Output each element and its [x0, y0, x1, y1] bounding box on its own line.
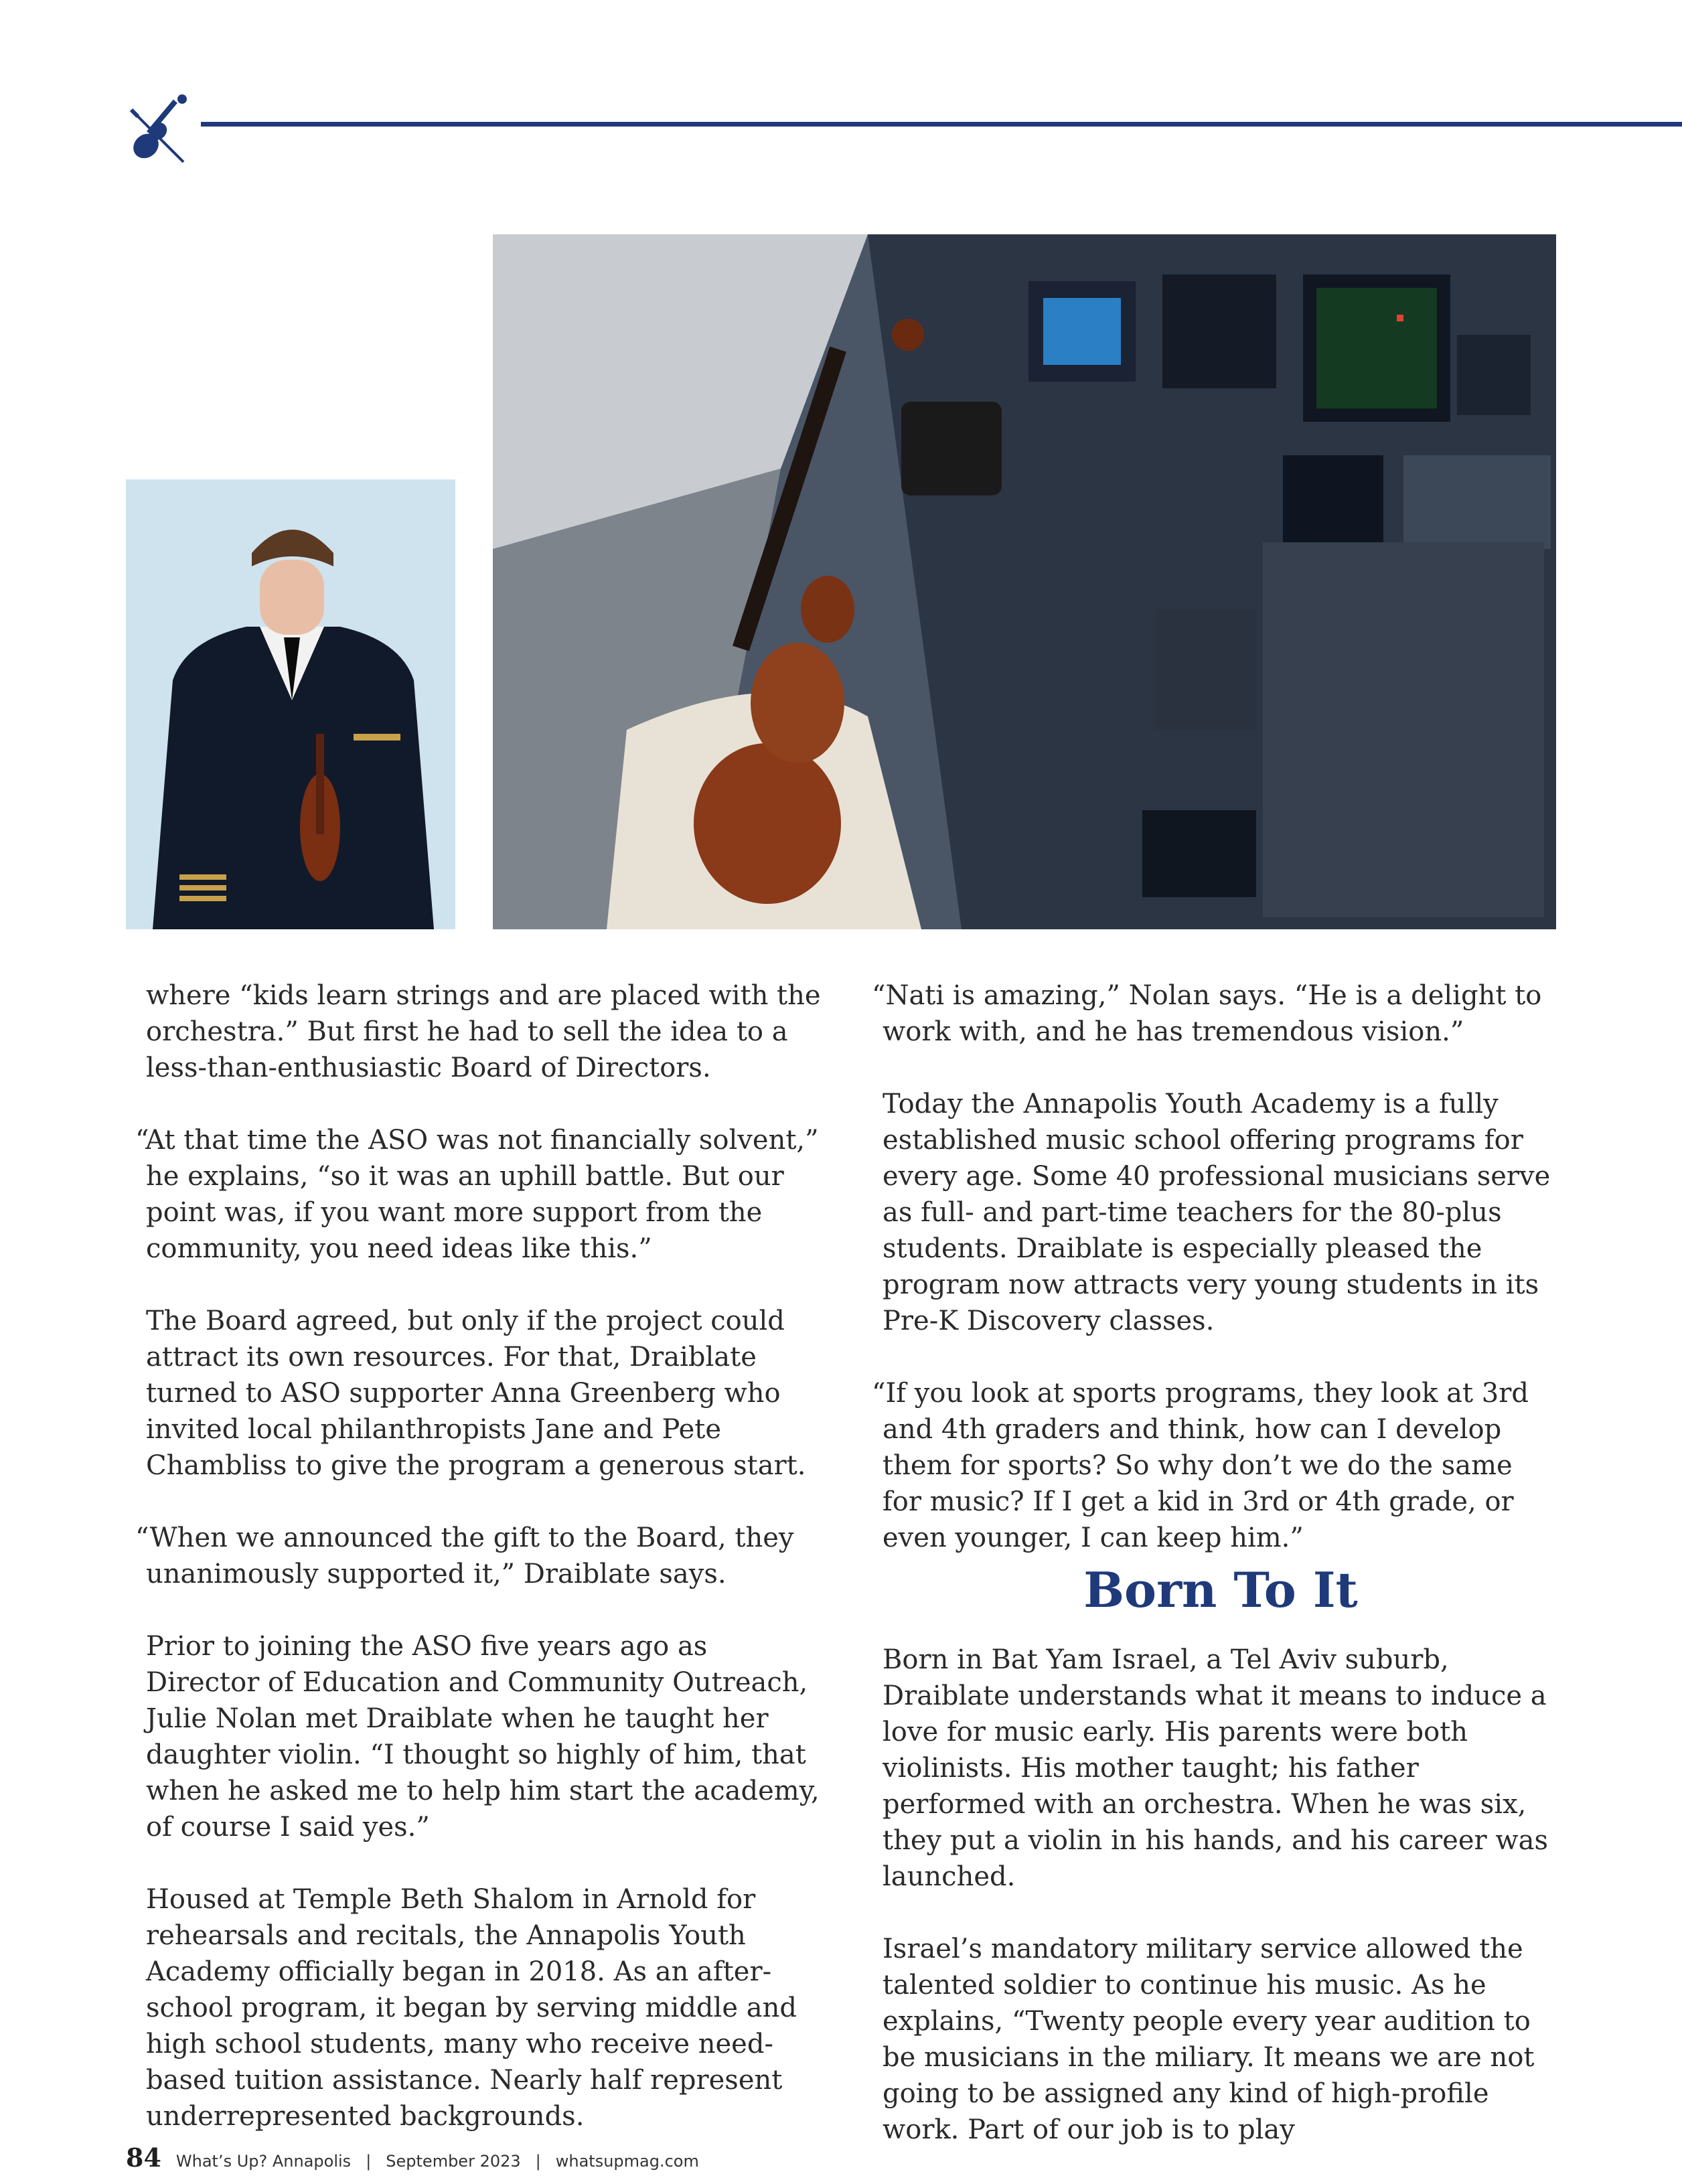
body-paragraph: “Nati is amazing,” Nolan says. “He is a delight to work with, and he has tremendous vision.”	[872, 980, 1542, 1047]
body-paragraph: where “kids learn strings and are placed with the orchestra.” But first he had to sell the idea to a less-than-enthusiastic Board of Directors.	[146, 980, 821, 1083]
issue-date: September 2023	[386, 2152, 521, 2171]
section-heading: Born To It	[1083, 1561, 1358, 1618]
header-rule	[201, 122, 1682, 127]
publication-name: What’s Up? Annapolis	[175, 2152, 352, 2171]
body-paragraph: The Board agreed, but only if the project could attract its own resources. For that, Draiblate turned to ASO supporter Anna Greenberg who invited local philanthropists Jane and Pete Chambliss to give the program a generous start.	[146, 1306, 806, 1481]
body-paragraph: “When we announced the gift to the Board, they unanimously supported it,” Draiblate says.	[135, 1523, 794, 1589]
body-paragraph: Today the Annapolis Youth Academy is a fully established music school offering programs for every age. Some 40 professional musicians serve as full- and part-time teachers for the 80-plus students. Draiblate is especially pleased the program now attracts very young students in its Pre-K Discovery classes.	[883, 1089, 1551, 1336]
body-paragraph: Housed at Temple Beth Shalom in Arnold for rehearsals and recitals, the Annapolis Youth Academy officially began in 2018. As an after-school program, it began by serving middle and high school students, many who receive need-based tuition assistance. Nearly half represent underrepresented backgrounds.	[146, 1884, 797, 2132]
body-paragraph: “If you look at sports programs, they look at 3rd and 4th graders and think, how can I develop them for sports? So why don’t we do the same for music? If I get a kid in 3rd or 4th grade, or even younger, I can keep him.”	[872, 1378, 1529, 1553]
right-text-column	[872, 978, 1559, 2184]
footer-separator: |	[366, 2152, 372, 2171]
page-number: 84	[126, 2142, 161, 2173]
body-paragraph: Israel’s mandatory military service allowed the talented soldier to continue his music. As he explains, “Twenty people every year audition to be musicians in the miliary. It means we are not going to be assigned any kind of high-profile work. Part of our job is to play	[883, 1934, 1535, 2145]
footer-separator: |	[535, 2152, 541, 2171]
cockpit-violin-photo	[493, 234, 1556, 929]
portrait-photo	[126, 479, 455, 929]
body-paragraph: Born in Bat Yam Israel, a Tel Aviv suburb, Draiblate understands what it means to induce a love for music early. His parents were both violinists. His mother taught; his father performed with an orchestra. When he was six, they put a violin in his hands, and his career was launched.	[883, 1644, 1548, 1892]
page-footer	[126, 2142, 699, 2173]
website-link[interactable]: whatsupmag.com	[555, 2152, 699, 2171]
violin-icon	[119, 87, 200, 167]
body-paragraph: Prior to joining the ASO five years ago as Director of Education and Community Outreach, Julie Nolan met Draiblate when he taught her daughter violin. “I thought so highly of him, that when he asked me to help him start the academy, of course I said yes.”	[146, 1631, 820, 1843]
body-paragraph: “At that time the ASO was not financially solvent,” he explains, “so it was an uphill battle. But our point was, if you want more support from the community, you need ideas like this.”	[135, 1125, 819, 1264]
